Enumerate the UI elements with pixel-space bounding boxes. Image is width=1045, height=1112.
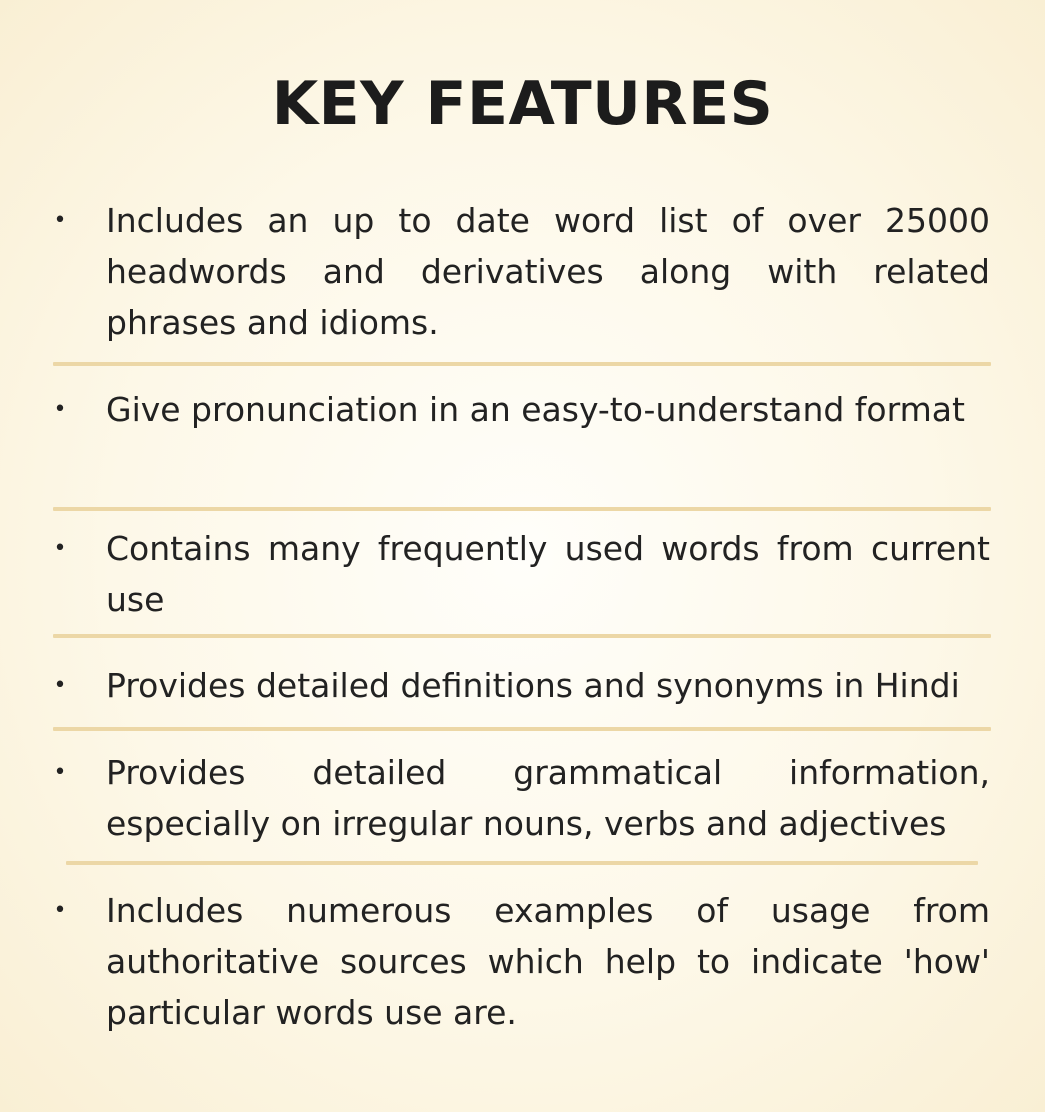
feature-divider <box>53 362 991 366</box>
feature-text: Includes numerous examples of usage from authoritative sources which help to indicate 'how' particular words use are. <box>106 891 990 1032</box>
bullet-icon: • <box>53 397 67 422</box>
feature-text: Includes an up to date word list of over 25000 headwords and derivatives along with related phrases and idioms. <box>106 201 990 342</box>
feature-divider <box>53 727 991 731</box>
bullet-icon: • <box>53 760 67 785</box>
feature-divider <box>53 507 991 511</box>
bullet-icon: • <box>53 208 67 233</box>
bullet-icon: • <box>53 898 67 923</box>
feature-text: Contains many frequently used words from current use <box>106 529 990 619</box>
feature-text: Provides detailed grammatical information, especially on irregular nouns, verbs and adjectives <box>106 753 990 843</box>
page-title: KEY FEATURES <box>271 69 774 139</box>
bullet-icon: • <box>53 673 67 698</box>
feature-divider <box>66 861 978 865</box>
feature-text: Give pronunciation in an easy-to-understand format <box>106 390 965 429</box>
feature-divider <box>53 634 991 638</box>
bullet-icon: • <box>53 536 67 561</box>
feature-text: Provides detailed definitions and synonyms in Hindi <box>106 666 960 705</box>
